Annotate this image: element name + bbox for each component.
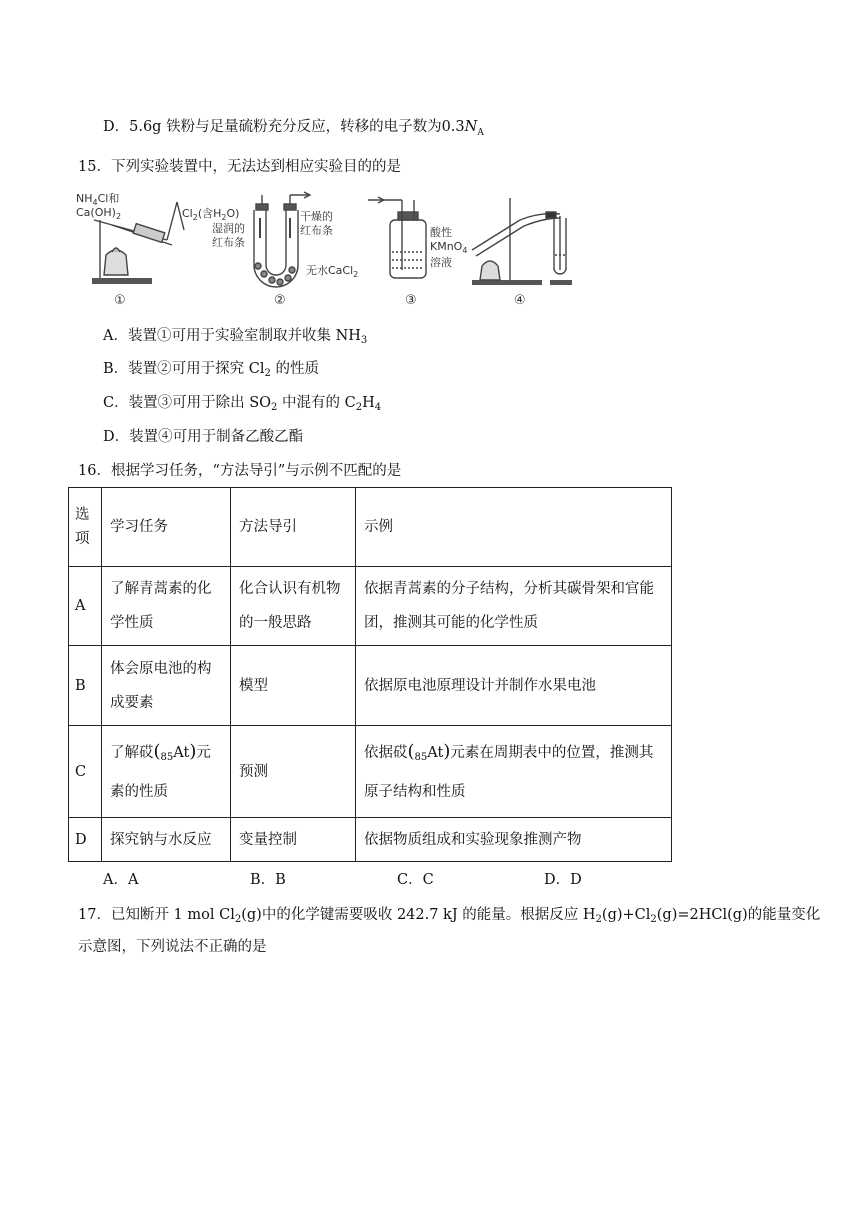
header-example: 示例 (356, 488, 672, 567)
row-c-task-1a: 了解砹 (110, 744, 154, 761)
label-caoh2: $Ca(OH)_2$ (76, 206, 122, 221)
row-c-example-2: 原子结构和性质 (364, 783, 466, 800)
label-apparatus-2: ② (274, 293, 286, 308)
row-c-example-1a: 依据砹 (364, 744, 408, 761)
row-a-example-1: 依据青蒿素的分子结构，分析其碳骨架和官能 (364, 581, 654, 597)
q14-option-d (103, 117, 484, 143)
label-wet-1: 湿润的 (212, 222, 245, 235)
q17-text-1: 17．已知断开 1 mol Cl (78, 907, 235, 923)
apparatus-figure (72, 190, 592, 308)
q17-text-2: (g)中的化学键需要吸收 242.7 kJ 的能量。根据反应 H (241, 907, 596, 923)
row-a-method-2: 的一般思路 (239, 615, 312, 631)
label-cacl2: 无水CaCl$_2$ (306, 264, 359, 279)
row-d-method: 变量控制 (231, 818, 356, 862)
row-b-task-1: 体会原电池的构 (110, 660, 212, 677)
row-a-task-1: 了解青蒿素的化 (110, 581, 212, 597)
q16-choices (103, 870, 691, 890)
q15-option-c (103, 393, 381, 418)
q17-text-4: (g)=2HCl(g)的能量变化 (656, 907, 821, 923)
apparatus-3 (368, 197, 426, 278)
row-a-example (356, 567, 672, 646)
label-nh4cl: $NH_4Cl$和 (76, 192, 120, 207)
subscript: 4 (374, 402, 382, 413)
row-c-task-2: 素的性质 (110, 783, 168, 800)
table-row (69, 646, 672, 726)
q15-option-c-text-mid: 中混有的 C (277, 395, 356, 411)
row-d-task: 探究钠与水反应 (102, 818, 231, 862)
row-a-task (102, 567, 231, 646)
q15-option-c-text-h: H (362, 395, 375, 411)
q17-stem-line-1 (78, 905, 820, 930)
row-c-method: 预测 (231, 726, 356, 818)
header-option (69, 488, 102, 567)
row-c-option: C (69, 726, 102, 818)
q14-value: 0.3 (441, 119, 465, 135)
choice-b[interactable]: B．B (250, 872, 286, 888)
element-symbol: At (173, 744, 190, 761)
label-apparatus-1: ① (114, 293, 126, 308)
table-header-row (69, 488, 672, 567)
label-dry-2: 红布条 (300, 224, 333, 237)
subscript: 2 (355, 402, 363, 413)
q15-option-b-text-end: 的性质 (270, 361, 319, 377)
atomic-number: 85 (160, 751, 174, 763)
header-option-1: 选 (75, 507, 90, 523)
q15-option-d: D．装置④可用于制备乙酸乙酯 (103, 429, 304, 445)
label-cl2: $Cl_2$(含$H_2O$) (182, 207, 240, 222)
q15-stem: 15．下列实验装置中，无法达到相应实验目的的是 (78, 159, 401, 175)
label-dry-1: 干燥的 (300, 210, 333, 223)
label-wet-2: 红布条 (212, 236, 245, 249)
row-b-task-2: 成要素 (110, 694, 154, 711)
row-d-option: D (69, 818, 102, 862)
row-b-option: B (69, 646, 102, 726)
q15-option-a-text: A．装置①可用于实验室制取并收集 NH (103, 328, 361, 344)
subscript: 2 (650, 914, 657, 925)
row-c-task-1b: 元 (196, 744, 211, 761)
apparatus-4 (472, 198, 572, 285)
label-kmno4-1: 酸性 (430, 226, 452, 239)
element-symbol: At (427, 744, 444, 761)
q15-option-b-text: B．装置②可用于探究 Cl (103, 361, 265, 377)
label-kmno4-2: KMnO$_4$ (430, 240, 468, 255)
row-a-option: A (69, 567, 102, 646)
subscript: 2 (595, 914, 602, 925)
row-c-task: 了解砹$(_{85}At)$元 素的性质 (102, 726, 231, 818)
row-d-example: 依据物质组成和实验现象推测产物 (356, 818, 672, 862)
header-option-2: 项 (75, 531, 90, 547)
avogadro-symbol: N (464, 119, 478, 135)
q17-stem-line-2: 示意图，下列说法不正确的是 (78, 939, 267, 955)
q15-option-b (103, 359, 319, 384)
row-b-task (102, 646, 231, 726)
q16-stem: 16．根据学习任务，“方法导引”与示例不匹配的是 (78, 463, 402, 479)
choice-c[interactable]: C．C (397, 872, 434, 888)
q17-text-3: (g)+Cl (601, 907, 651, 923)
header-method: 方法导引 (231, 488, 356, 567)
atomic-number: 85 (414, 751, 428, 763)
subscript: 2 (264, 368, 271, 379)
row-a-method-1: 化合认识有机物 (239, 581, 341, 597)
choice-d[interactable]: D．D (544, 872, 582, 888)
subscript: 2 (271, 402, 278, 413)
label-kmno4-3: 溶液 (430, 256, 452, 269)
q14-option-d-text: D．5.6g 铁粉与足量硫粉充分反应，转移的电子数为 (103, 119, 442, 135)
avogadro-subscript: A (477, 128, 484, 138)
q15-option-c-text: C．装置③可用于除出 SO (103, 395, 272, 411)
row-a-method (231, 567, 356, 646)
table-row (69, 818, 672, 862)
table-row (69, 726, 672, 818)
row-b-method: 模型 (231, 646, 356, 726)
row-b-example: 依据原电池原理设计并制作水果电池 (356, 646, 672, 726)
choice-a[interactable]: A．A (103, 872, 139, 888)
row-c-example-1b: 元素在周期表中的位置，推测其 (450, 744, 654, 761)
row-a-task-2: 学性质 (110, 615, 154, 631)
label-apparatus-4: ④ (514, 293, 526, 308)
row-a-example-2: 团，推测其可能的化学性质 (364, 615, 538, 631)
table-row (69, 567, 672, 646)
label-apparatus-3: ③ (405, 293, 417, 308)
method-table (68, 487, 672, 862)
subscript: 2 (234, 914, 242, 925)
apparatus-2 (254, 192, 310, 287)
row-c-example: 依据砹$(_{85}At)$元素在周期表中的位置，推测其 原子结构和性质 (356, 726, 672, 818)
subscript: 3 (360, 335, 368, 346)
header-task: 学习任务 (102, 488, 231, 567)
q15-option-a (103, 326, 367, 351)
